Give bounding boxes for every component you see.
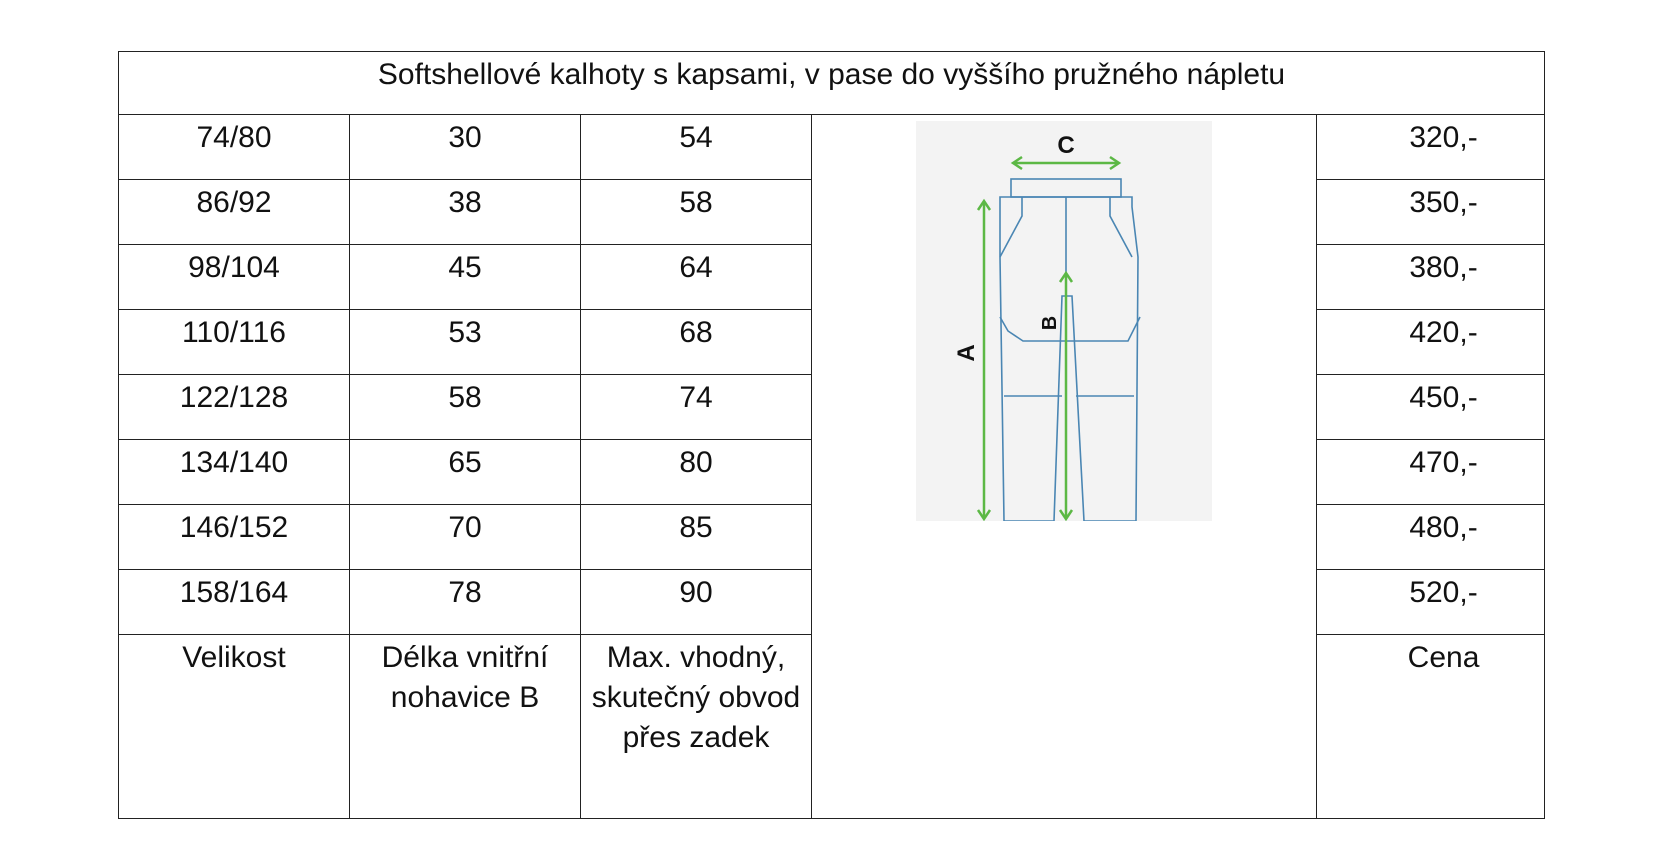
size-cell: 86/92 <box>119 180 350 245</box>
hip-cell: 74 <box>581 375 812 440</box>
price-cell: 350,- <box>1317 180 1545 245</box>
hip-cell: 68 <box>581 310 812 375</box>
header-inner-leg: Délka vnitřní nohavice B <box>350 635 581 819</box>
label-c: C <box>1057 132 1075 159</box>
inner-leg-cell: 30 <box>350 115 581 180</box>
price-cell: 420,- <box>1317 310 1545 375</box>
size-cell: 74/80 <box>119 115 350 180</box>
table-title: Softshellové kalhoty s kapsami, v pase do vyššího pružného nápletu <box>119 52 1545 115</box>
header-price: Cena <box>1317 635 1545 819</box>
price-cell: 520,- <box>1317 570 1545 635</box>
label-b: B <box>1039 315 1061 331</box>
label-a: A <box>953 344 980 362</box>
header-size: Velikost <box>119 635 350 819</box>
pants-diagram <box>916 121 1212 521</box>
inner-leg-cell: 65 <box>350 440 581 505</box>
size-cell: 134/140 <box>119 440 350 505</box>
inner-leg-cell: 58 <box>350 375 581 440</box>
inner-leg-cell: 53 <box>350 310 581 375</box>
hip-cell: 58 <box>581 180 812 245</box>
table-row <box>119 115 1545 180</box>
diagram-background <box>916 121 1212 521</box>
size-cell: 122/128 <box>119 375 350 440</box>
inner-leg-cell: 38 <box>350 180 581 245</box>
header-hip: Max. vhodný, skutečný obvod přes zadek <box>581 635 812 819</box>
size-cell: 146/152 <box>119 505 350 570</box>
hip-cell: 85 <box>581 505 812 570</box>
size-cell: 158/164 <box>119 570 350 635</box>
size-cell: 98/104 <box>119 245 350 310</box>
price-cell: 470,- <box>1317 440 1545 505</box>
price-cell: 320,- <box>1317 115 1545 180</box>
size-cell: 110/116 <box>119 310 350 375</box>
inner-leg-cell: 45 <box>350 245 581 310</box>
price-cell: 450,- <box>1317 375 1545 440</box>
inner-leg-cell: 78 <box>350 570 581 635</box>
price-cell: 480,- <box>1317 505 1545 570</box>
hip-cell: 64 <box>581 245 812 310</box>
hip-cell: 80 <box>581 440 812 505</box>
size-chart-table <box>118 51 1545 819</box>
price-cell: 380,- <box>1317 245 1545 310</box>
hip-cell: 54 <box>581 115 812 180</box>
hip-cell: 90 <box>581 570 812 635</box>
inner-leg-cell: 70 <box>350 505 581 570</box>
diagram-cell <box>812 115 1317 819</box>
